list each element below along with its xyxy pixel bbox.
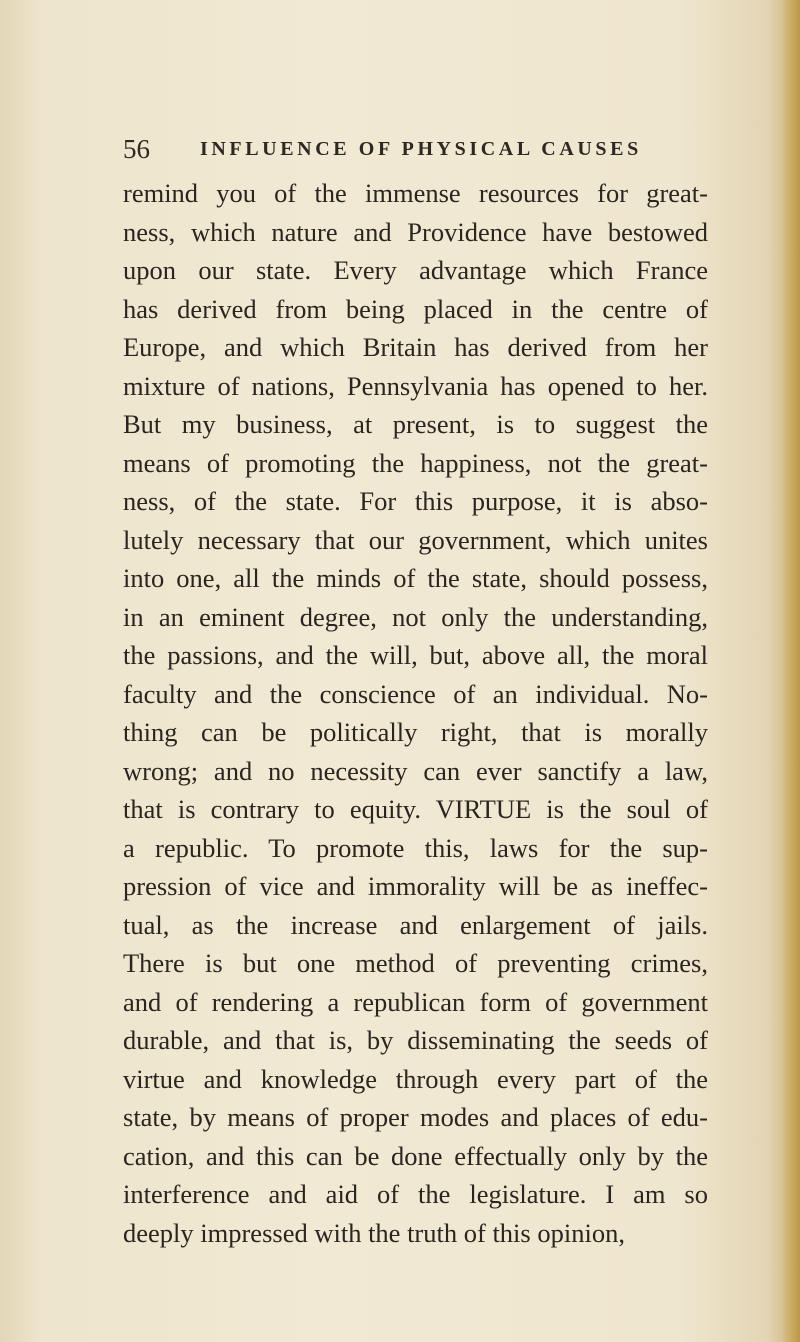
text-line: lutely necessary that our government, which unites [123,524,708,555]
text-line: that is contrary to equity. VIRTUE is the soul of [123,794,708,824]
text-line: into one, all the minds of the state, should possess, [123,563,708,593]
text-line: There is but one method of preventing crimes, [123,948,708,978]
text-line: a republic. To promote this, laws for the sup- [123,832,708,863]
text-line: thing can be politically right, that is morally [123,717,708,747]
text-line: cation, and this can be done effectually only by the [123,1140,708,1171]
text-line: durable, and that is, by disseminating the seeds of [123,1025,708,1055]
running-head: INFLUENCE OF PHYSICAL CAUSES [200,138,642,160]
text-line: virtue and knowledge through every part of the [123,1063,708,1094]
text-line: means of promoting the happiness, not the great- [123,447,708,478]
text-line: interference and aid of the legislature. I am so [123,1179,708,1209]
text-line: upon our state. Every advantage which France [123,255,708,285]
text-line: state, by means of proper modes and places of edu- [123,1102,708,1132]
text-line: mixture of nations, Pennsylvania has opened to her. [123,370,708,401]
page-number: 56 [123,134,150,164]
text-line: wrong; and no necessity can ever sanctify a law, [123,755,708,786]
text-line: ness, which nature and Providence have bestowed [123,216,708,247]
text-line: faculty and the conscience of an individual. No- [123,678,708,709]
text-line: in an eminent degree, not only the understanding, [123,601,708,632]
text-line: tual, as the increase and enlargement of jails. [123,909,708,940]
text-line: the passions, and the will, but, above all, the moral [123,640,708,670]
text-line: Europe, and which Britain has derived from her [123,332,708,362]
body-text [123,174,708,1252]
page-header [123,131,643,167]
text-line: has derived from being placed in the centre of [123,293,708,324]
text-line: deeply impressed with the truth of this opinion, [123,1217,625,1248]
text-line: ness, of the state. For this purpose, it is abso- [123,486,708,516]
text-line: But my business, at present, is to suggest the [123,409,708,439]
page-edge-discoloration [782,0,800,1342]
page-gutter-shadow [0,0,40,1342]
text-line: and of rendering a republican form of government [123,986,708,1017]
text-line: pression of vice and immorality will be as ineffec- [123,871,708,901]
text-line: remind you of the immense resources for great- [123,178,708,208]
